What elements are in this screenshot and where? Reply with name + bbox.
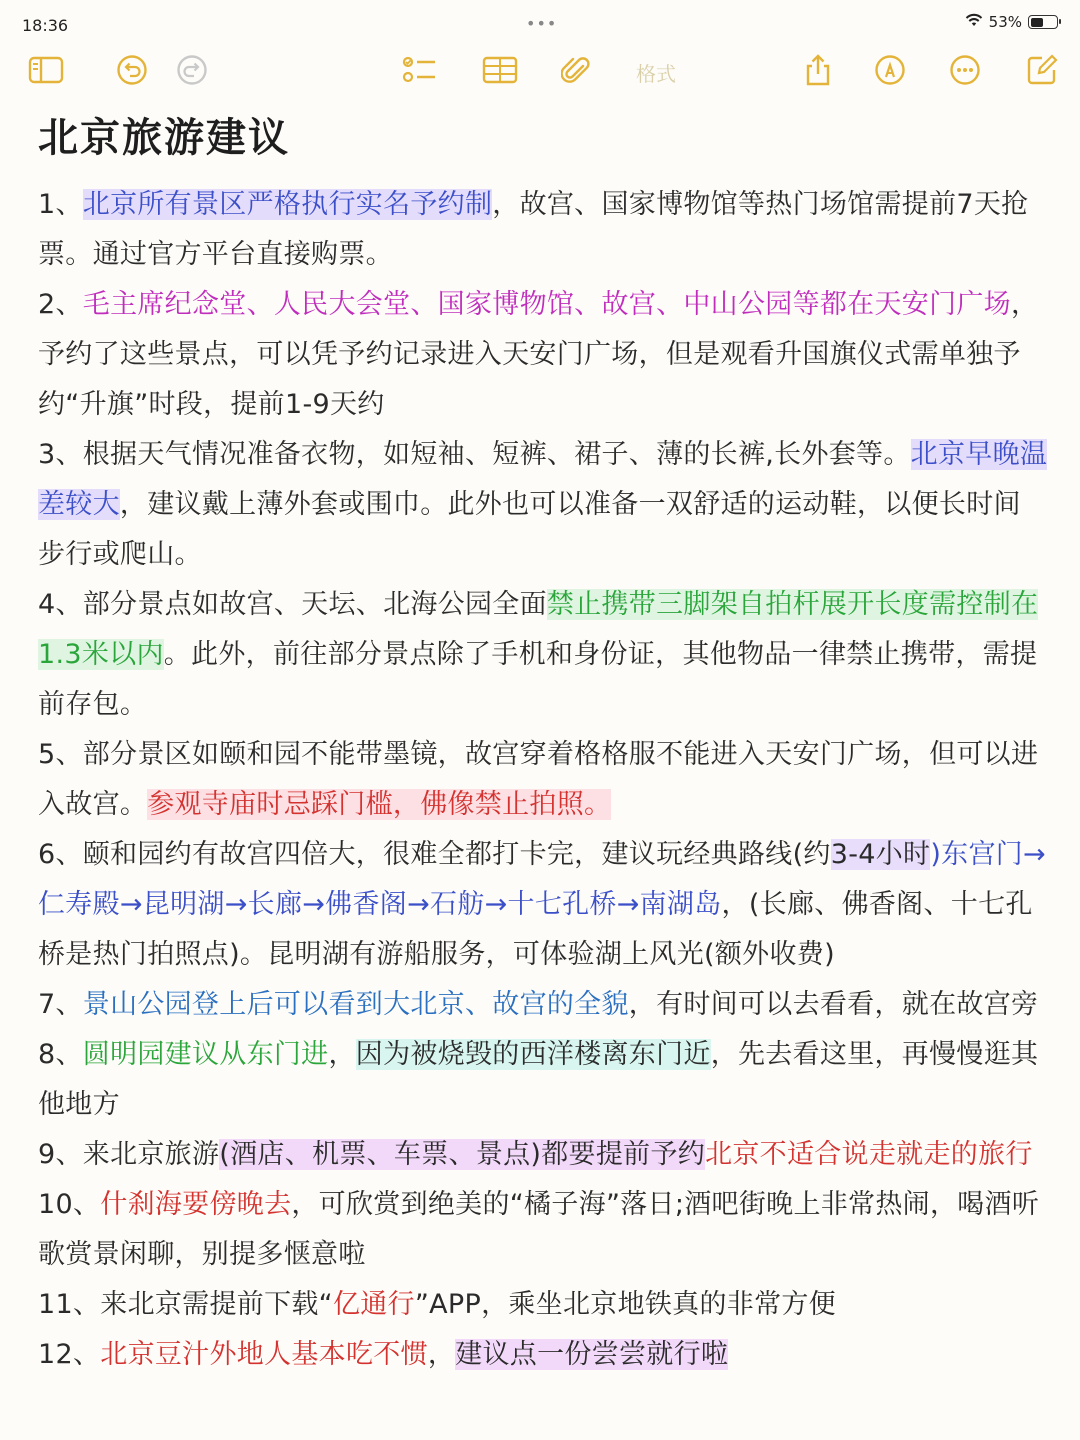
status-time: 18:36 bbox=[22, 16, 69, 35]
item-2-highlight: 毛主席纪念堂、人民大会堂、国家博物馆、故宫、中山公园等都在天安门广场 bbox=[82, 289, 1011, 320]
item-5-text: 部分景区如颐和园不能带墨镜，故宫穿着格格服不能进入天安门广场，但可以进入故宫。 bbox=[38, 739, 1039, 820]
item-8-comma: ， bbox=[328, 1039, 356, 1070]
item-10-num: 10、 bbox=[38, 1189, 101, 1220]
checklist-icon[interactable] bbox=[400, 50, 440, 90]
item-8-highlight: 圆明园建议从东门进 bbox=[82, 1039, 329, 1070]
item-1 bbox=[38, 180, 1048, 280]
battery-percent: 53% bbox=[988, 13, 1022, 31]
item-5-num: 5、 bbox=[38, 739, 83, 770]
item-2 bbox=[38, 280, 1048, 430]
undo-icon[interactable] bbox=[112, 50, 152, 90]
item-4-text-a: 部分景点如故宫、天坛、北海公园全面 bbox=[82, 589, 547, 620]
item-3 bbox=[38, 430, 1048, 580]
item-1-num: 1、 bbox=[38, 189, 83, 220]
item-11-num: 11、 bbox=[38, 1289, 101, 1320]
item-10-text: ，可欣赏到绝美的“橘子海”落日;酒吧街晚上非常热闹，喝酒听歌赏景闲聊，别提多惬意啦 bbox=[38, 1189, 1040, 1270]
battery-fill bbox=[1031, 18, 1044, 27]
item-12-suggestion: 建议点一份尝尝就行啦 bbox=[455, 1339, 729, 1370]
more-icon[interactable] bbox=[945, 50, 985, 90]
wifi-icon bbox=[965, 13, 983, 31]
status-right bbox=[965, 13, 1058, 31]
item-6 bbox=[38, 830, 1048, 980]
item-10-highlight: 什刹海要傍晚去 bbox=[100, 1189, 292, 1220]
item-3-num: 3、 bbox=[38, 439, 83, 470]
item-9-num: 9、 bbox=[38, 1139, 83, 1170]
item-11 bbox=[38, 1280, 1048, 1330]
item-7 bbox=[38, 980, 1048, 1030]
item-4-highlight: 禁止携带三脚架自拍杆展开长度需控制在1.3米以内 bbox=[38, 589, 1039, 670]
item-11-text-a: 来北京需提前下载“ bbox=[100, 1289, 333, 1320]
status-bar bbox=[0, 0, 1080, 48]
item-9-highlight: 北京不适合说走就走的旅行 bbox=[705, 1139, 1033, 1170]
item-5-highlight: 参观寺庙时忌踩门槛，佛像禁止拍照。 bbox=[147, 789, 612, 820]
item-4-num: 4、 bbox=[38, 589, 83, 620]
note-title: 北京旅游建议 bbox=[38, 115, 290, 161]
item-2-text: ，予约了这些景点，可以凭予约记录进入天安门广场，但是观看升国旗仪式需单独予约“升旗”时段，提前1-9天约 bbox=[38, 289, 1039, 420]
item-10 bbox=[38, 1180, 1048, 1280]
item-9-text-a: 来北京旅游 bbox=[82, 1139, 220, 1170]
sidebar-icon[interactable] bbox=[26, 50, 66, 90]
item-6-route: )东宫门→仁寿殿→昆明湖→长廊→佛香阁→石舫→十七孔桥→南湖岛 bbox=[38, 839, 1046, 920]
item-7-num: 7、 bbox=[38, 989, 83, 1020]
notes-toolbar bbox=[0, 50, 1080, 96]
item-12-comma: ， bbox=[427, 1339, 456, 1370]
item-3-text-b: ，建议戴上薄外套或围巾。此外也可以准备一双舒适的运动鞋，以便长时间步行或爬山。 bbox=[38, 489, 1021, 570]
item-8 bbox=[38, 1030, 1048, 1130]
item-8-text: ，先去看这里，再慢慢逛其他地方 bbox=[38, 1039, 1039, 1120]
item-8-reason: 因为被烧毁的西洋楼离东门近 bbox=[355, 1039, 711, 1070]
item-12-highlight: 北京豆汁外地人基本吃不惯 bbox=[100, 1339, 428, 1370]
item-6-text-b: ，(长廊、佛香阁、十七孔桥是热门拍照点)。昆明湖有游船服务，可体验湖上风光(额外收费) bbox=[38, 889, 1033, 970]
item-11-app-name: 亿通行 bbox=[332, 1289, 415, 1320]
item-3-highlight: 北京早晚温差较大 bbox=[38, 439, 1048, 520]
item-6-duration: 3-4小时 bbox=[830, 839, 931, 870]
item-5 bbox=[38, 730, 1048, 830]
item-9-booking: (酒店、机票、车票、景点)都要提前予约 bbox=[219, 1139, 706, 1170]
format-button[interactable]: 格式 bbox=[636, 62, 676, 86]
item-1-highlight: 北京所有景区严格执行实名予约制 bbox=[82, 189, 493, 220]
markup-pen-icon[interactable] bbox=[870, 50, 910, 90]
item-1-text: ，故宫、国家博物馆等热门场馆需提前7天抢票。通过官方平台直接购票。 bbox=[38, 189, 1029, 270]
multitask-dots-icon[interactable]: ••• bbox=[526, 14, 558, 33]
share-icon[interactable] bbox=[798, 50, 838, 90]
redo-icon[interactable] bbox=[172, 50, 212, 90]
attachment-icon[interactable] bbox=[556, 50, 596, 90]
note-body[interactable] bbox=[38, 110, 1048, 1380]
item-11-text-b: ”APP，乘坐北京地铁真的非常方便 bbox=[414, 1289, 836, 1320]
item-12 bbox=[38, 1330, 1048, 1380]
item-12-num: 12、 bbox=[38, 1339, 101, 1370]
table-icon[interactable] bbox=[480, 50, 520, 90]
item-2-num: 2、 bbox=[38, 289, 83, 320]
item-6-text-a: 颐和园约有故宫四倍大，很难全都打卡完，建议玩经典路线(约 bbox=[82, 839, 831, 870]
item-6-num: 6、 bbox=[38, 839, 83, 870]
item-7-text: ，有时间可以去看看，就在故宫旁 bbox=[628, 989, 1039, 1020]
item-7-highlight: 景山公园登上后可以看到大北京、故宫的全貌 bbox=[82, 989, 629, 1020]
item-9 bbox=[38, 1130, 1048, 1180]
item-3-text-a: 根据天气情况准备衣物，如短袖、短裤、裙子、薄的长裤,长外套等。 bbox=[82, 439, 911, 470]
item-4-text-b: 。此外，前往部分景点除了手机和身份证，其他物品一律禁止携带，需提前存包。 bbox=[38, 639, 1038, 720]
item-4 bbox=[38, 580, 1048, 730]
battery-icon bbox=[1028, 15, 1058, 29]
item-8-num: 8、 bbox=[38, 1039, 83, 1070]
compose-icon[interactable] bbox=[1022, 50, 1062, 90]
